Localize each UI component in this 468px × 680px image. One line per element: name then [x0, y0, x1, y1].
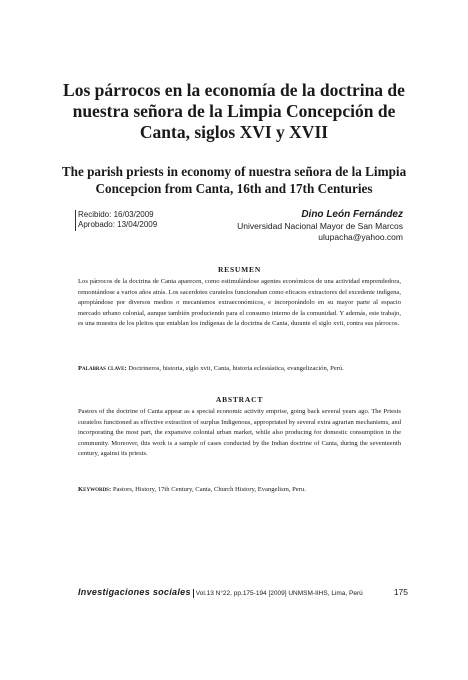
journal-citation: Vol.13 N°22, pp.175-194 [2009] UNMSM-IIHS, Lima, Perú — [195, 590, 363, 597]
resumen-keywords-list: Doctrineros, historia, siglo xvii, Canta, historia eclesiástica, evangelización, Perú. — [128, 365, 344, 372]
english-title-line-2: Concepcion from Canta, 16th and 17th Centuries — [95, 181, 373, 196]
english-title-line-1: The parish priests in economy of nuestra señora de la Limpia — [61, 164, 407, 179]
author-affiliation: Universidad Nacional Mayor de San Marcos — [237, 221, 403, 231]
resumen-heading: RESUMEN — [217, 265, 262, 274]
dates-divider — [75, 210, 76, 231]
abstract-keywords — [78, 485, 401, 496]
abstract-keywords-list: Pastors, History, 17th Century, Canta, Church History, Evangelism, Peru. — [112, 486, 306, 493]
title-century-xvii: XVII — [289, 122, 329, 142]
author-email[interactable]: ulupacha@yahoo.com — [318, 232, 403, 242]
journal-name: Investigaciones sociales — [78, 587, 191, 597]
resumen-keywords-label: Palabras clave: — [78, 365, 127, 372]
resumen-keywords — [78, 364, 401, 375]
title-line-3 — [40, 122, 428, 143]
title-line-3-main: Canta, siglos — [139, 122, 236, 142]
approved-date: Aprobado: 13/04/2009 — [78, 220, 158, 229]
resumen-text: Los párrocos de la doctrina de Canta aparecen, como estimulándose agentes económicos de una actividad emprendedora, remontándose a varios años atrás. Los sacerdotes curatelos funcionaban como eficaces extractores del excedente indígena, apropiándose por diversos medios o mecanismos extraeconómicos, e incorporándolo en su mayor parte al espacio mercado urbano colonial, aunque también produciendo para el consumo interno de la comunidad. Y además, este trabajo, es una muestra de los pleitos que entablan los indígenas de la doctrina de Canta, durante el siglo xvii, contra sus párrocos. — [78, 278, 401, 328]
english-title — [40, 163, 428, 197]
abstract-text: Pastors of the doctrine of Canta appear as a special economic activity emprise, going back several years ago. The Priests curatelos functioned as effective extraction of surplus Indigenous, appropriated by several extra agrarian mechanisms, and incorporating the most part, the expansive colonial urban market, while also producing for domestic consumption in the community. Moreover, this work is a sample of cases conducted by the Indian doctrine of Canta, during the seventeenth century, against its priests. — [78, 408, 401, 458]
footer-divider — [193, 589, 194, 598]
title-line-1: Los párrocos en la economía de la doctrina de — [63, 80, 405, 100]
author-name: Dino León Fernández — [301, 209, 403, 220]
author-block — [237, 209, 403, 243]
page-number: 175 — [393, 587, 408, 597]
abstract-keywords-label: Keywords: — [78, 486, 112, 493]
title-century-xvi: XVI — [239, 122, 272, 142]
title-line-2: nuestra señora de la Limpia Concepción de — [72, 101, 396, 121]
received-date: Recibido: 16/03/2009 — [78, 210, 154, 219]
page-footer — [78, 587, 408, 599]
abstract-heading: ABSTRACT — [215, 395, 264, 404]
submission-dates — [78, 210, 157, 230]
title-conjunction: y — [271, 122, 290, 142]
article-title — [40, 80, 428, 143]
